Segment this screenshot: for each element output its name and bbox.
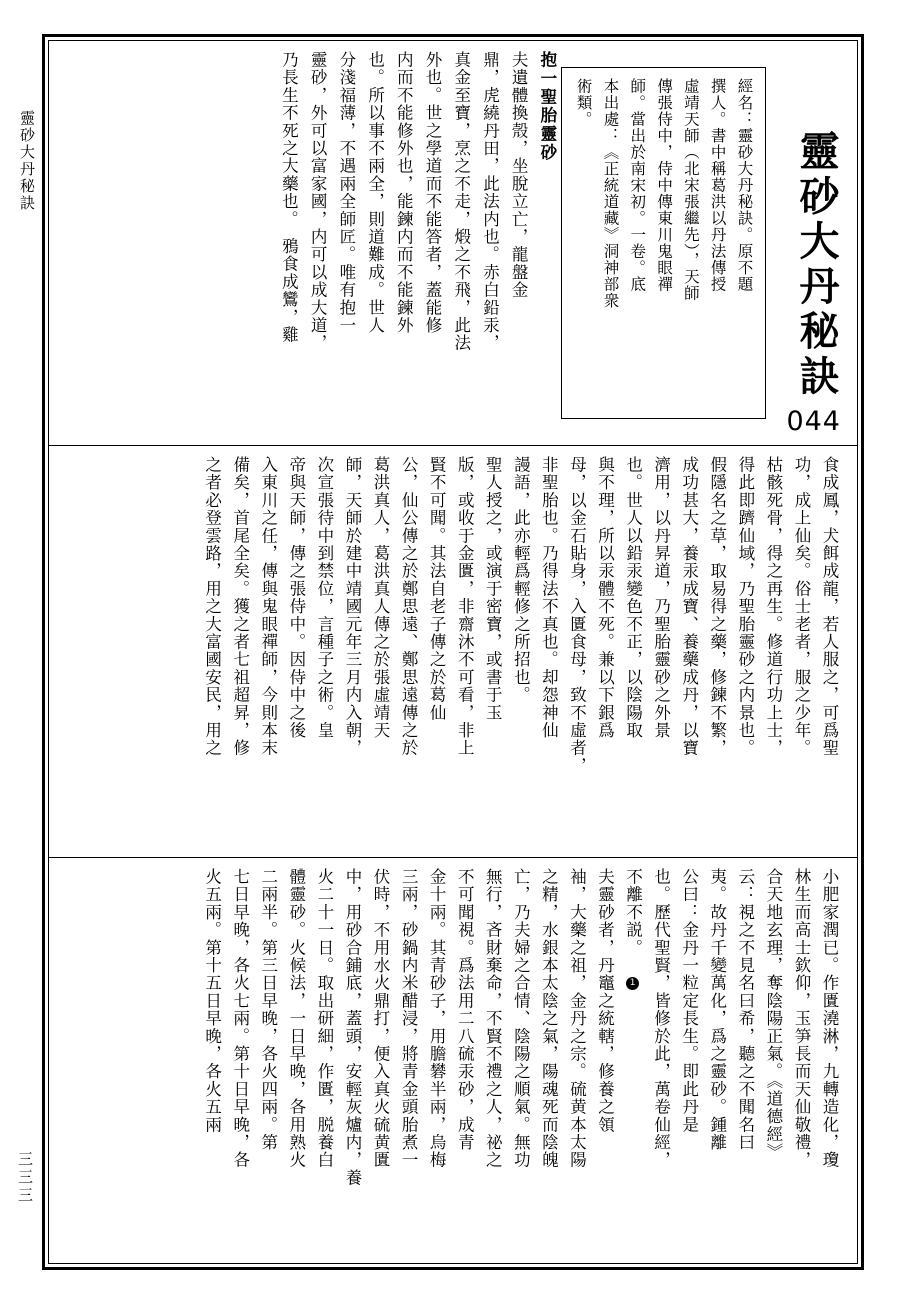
note-line: 傳張侍中，侍中傳東川鬼眼禪 <box>655 78 674 293</box>
text-column: 伏時，不用水火鼎打，便入真火硫黄匱 <box>371 868 390 1169</box>
text-column: 也。歷代聖賢，皆修於此，萬卷仙經， <box>651 868 671 1169</box>
text-column: 七日早晚，各火七兩。第十日早晚，各 <box>230 868 250 1169</box>
text-column: 三兩，砂鍋内米醋浸，將青金頭胎煮一 <box>399 868 419 1169</box>
page-title: 靈砂大丹秘訣 <box>793 130 840 400</box>
note-line: 經名：靈砂大丹秘訣。原不題 <box>735 78 754 293</box>
title-area <box>780 51 843 435</box>
text-column: 體靈砂。火候法，一日早晚，各用熟火 <box>286 868 306 1169</box>
text-column: 外也。世之學道而不能答者，蓋能修 <box>423 51 442 335</box>
text-column: 林生而高士欽仰，玉笋長而天仙敬禮， <box>791 868 811 1169</box>
folio-number: 044 <box>786 406 841 437</box>
text-column: 公曰：金丹一粒定長生。即此丹是 <box>679 868 699 1134</box>
text-column: 謾語，此亦輕爲輕修之所招也。 <box>511 456 531 704</box>
text-column: 無行，吝財棄命，不賢不禮之人，祕之 <box>483 868 503 1169</box>
text-column: 也。所以事不兩全，則道難成。世人 <box>365 51 385 335</box>
text-column: 二兩半。第三日早晚，各火四兩。第 <box>258 868 278 1152</box>
text-column: 也。世人以鉛汞變色不正，以陰陽取 <box>623 456 643 740</box>
text-column: 合天地玄理，奪陰陽正氣。《道德經》 <box>763 868 783 1161</box>
text-column: 枯骸死骨，得之再生。修道行功上士， <box>763 456 783 757</box>
text-column: 袖，大藥之祖，金丹之宗。硫黄本太陽 <box>567 868 587 1169</box>
note-line: 撰人。書中稱葛洪以丹法傳授 <box>708 78 727 293</box>
text-column: 師，天師於建中靖國元年三月内入朝， <box>342 456 362 757</box>
text-column: 次宣張待中到禁位，言種子之術。皇 <box>314 456 334 740</box>
text-column: 金十兩。其青砂子，用膽礬半兩，烏梅 <box>427 868 447 1169</box>
text-column: 分淺福薄，不遇兩全師匠。唯有抱一 <box>336 51 356 335</box>
text-column: 云：視之不見名曰希，聽之不聞名曰 <box>735 868 755 1152</box>
text-column: 聖人授之，或演于密寶，或書于玉 <box>483 456 503 722</box>
text-column: 非聖胎也。乃得法不真也。却怨神仙 <box>539 456 559 740</box>
section-heading: 抱一聖胎靈砂 <box>537 51 557 162</box>
running-head: 靈砂大丹秘訣 <box>18 110 36 212</box>
text-column: 火二十一日。取出研細，作匱，脱養白 <box>314 868 334 1169</box>
text-column: 之者必登雲路，用之大富國安民，用之 <box>202 456 222 757</box>
text-column: 夫靈砂者，丹竈之統轄，修養之領 <box>595 868 615 1134</box>
text-column: 葛洪真人，葛洪真人傳之於張虛靖天 <box>371 456 390 740</box>
note-line: 虛靖天師（北宋張繼先），天師 <box>681 78 700 302</box>
text-column: 功，成上仙矣。俗士老者，服之少年。 <box>791 456 811 757</box>
text-column: 亡，乃夫婦之合情、陰陽之順氣。無功 <box>511 868 531 1169</box>
page-number: 三三三 <box>16 1151 34 1205</box>
text-column: 濟用，以丹昇道，乃聖胎靈砂之外景 <box>651 456 671 740</box>
band-bottom <box>49 858 857 1271</box>
text-column: 食成鳳，犬餌成龍，若人服之，可爲聖 <box>820 456 839 757</box>
band-middle <box>49 446 857 857</box>
text-column: 夷。故丹千變萬化，爲之靈砂。鍾離 <box>707 868 727 1152</box>
text-column: 鼎，虎繞丹田，此法内也。赤白鉛汞， <box>480 51 500 352</box>
page-frame <box>42 34 864 1270</box>
text-column: 之精，水銀本太陰之氣，陽魂死而陰魄 <box>539 868 559 1169</box>
text-column: 夫遺體換殼，坐脫立亡，龍盤金 <box>509 51 529 299</box>
text-column: 假隱名之草，取易得之藥，修鍊不繁， <box>707 456 727 757</box>
note-line: 本出處：《正統道藏》洞神部衆 <box>601 78 620 309</box>
text-column: 真金至寶，烹之不走，煅之不飛，此法 <box>451 51 471 352</box>
text-column: 與不理，所以汞體不死。兼以下銀爲 <box>595 456 615 740</box>
text-column: 母，以金石貼身，入匱食母，致不虛者， <box>567 456 587 775</box>
text-column-with-footnote <box>619 868 647 1261</box>
page-frame-inner <box>48 40 858 1264</box>
text-column: 公，仙公傳之於鄭思遠、鄭思遠傳之於 <box>399 456 419 757</box>
text-column: 中，用砂合鋪底，蓋頭，安輕灰爐内，養 <box>342 868 362 1187</box>
band-top <box>49 41 857 445</box>
text-column: 帝與天師，傳之張侍中。因侍中之後 <box>286 456 306 740</box>
text-column: 賢不可聞。其法自老子傳之於葛仙 <box>427 456 447 722</box>
note-line: 師。當出於南宋初。一卷。底 <box>628 78 647 293</box>
text-column: 成功甚大，養汞成寶、養藥成丹，以寶 <box>679 456 699 757</box>
text-column: 小肥家潤已。作匱澆淋，九轉造化，瓊 <box>820 868 839 1169</box>
text-column: 火五兩。第十五日早晚，各火五兩 <box>202 868 222 1134</box>
text-column: 得此即躋仙域，乃聖胎靈砂之内景也。 <box>735 456 755 757</box>
text-column: 内而不能修外也，能鍊内而不能鍊外 <box>394 51 414 335</box>
text-column: 不離不説。 <box>623 868 643 957</box>
text-column: 備矣，首尾全矣。獲之者七祖超昇，修 <box>230 456 250 757</box>
text-column: 入東川之任，傳與鬼眼禪師，今則本末 <box>258 456 278 757</box>
bibliographic-note-box <box>561 67 767 419</box>
footnote-marker: 1 <box>627 977 638 989</box>
text-column: 靈砂，外可以富家國，内可以成大道， <box>308 51 328 352</box>
text-column: 不可聞視。爲法用二八硫汞砂，成青 <box>455 868 475 1152</box>
text-column: 乃長生不死之大藥也。 鴉食成鸞，雞 <box>279 51 299 344</box>
text-column: 版，或收于金匱，非齋沐不可看，非上 <box>455 456 475 757</box>
note-line: 術類。 <box>574 78 593 128</box>
